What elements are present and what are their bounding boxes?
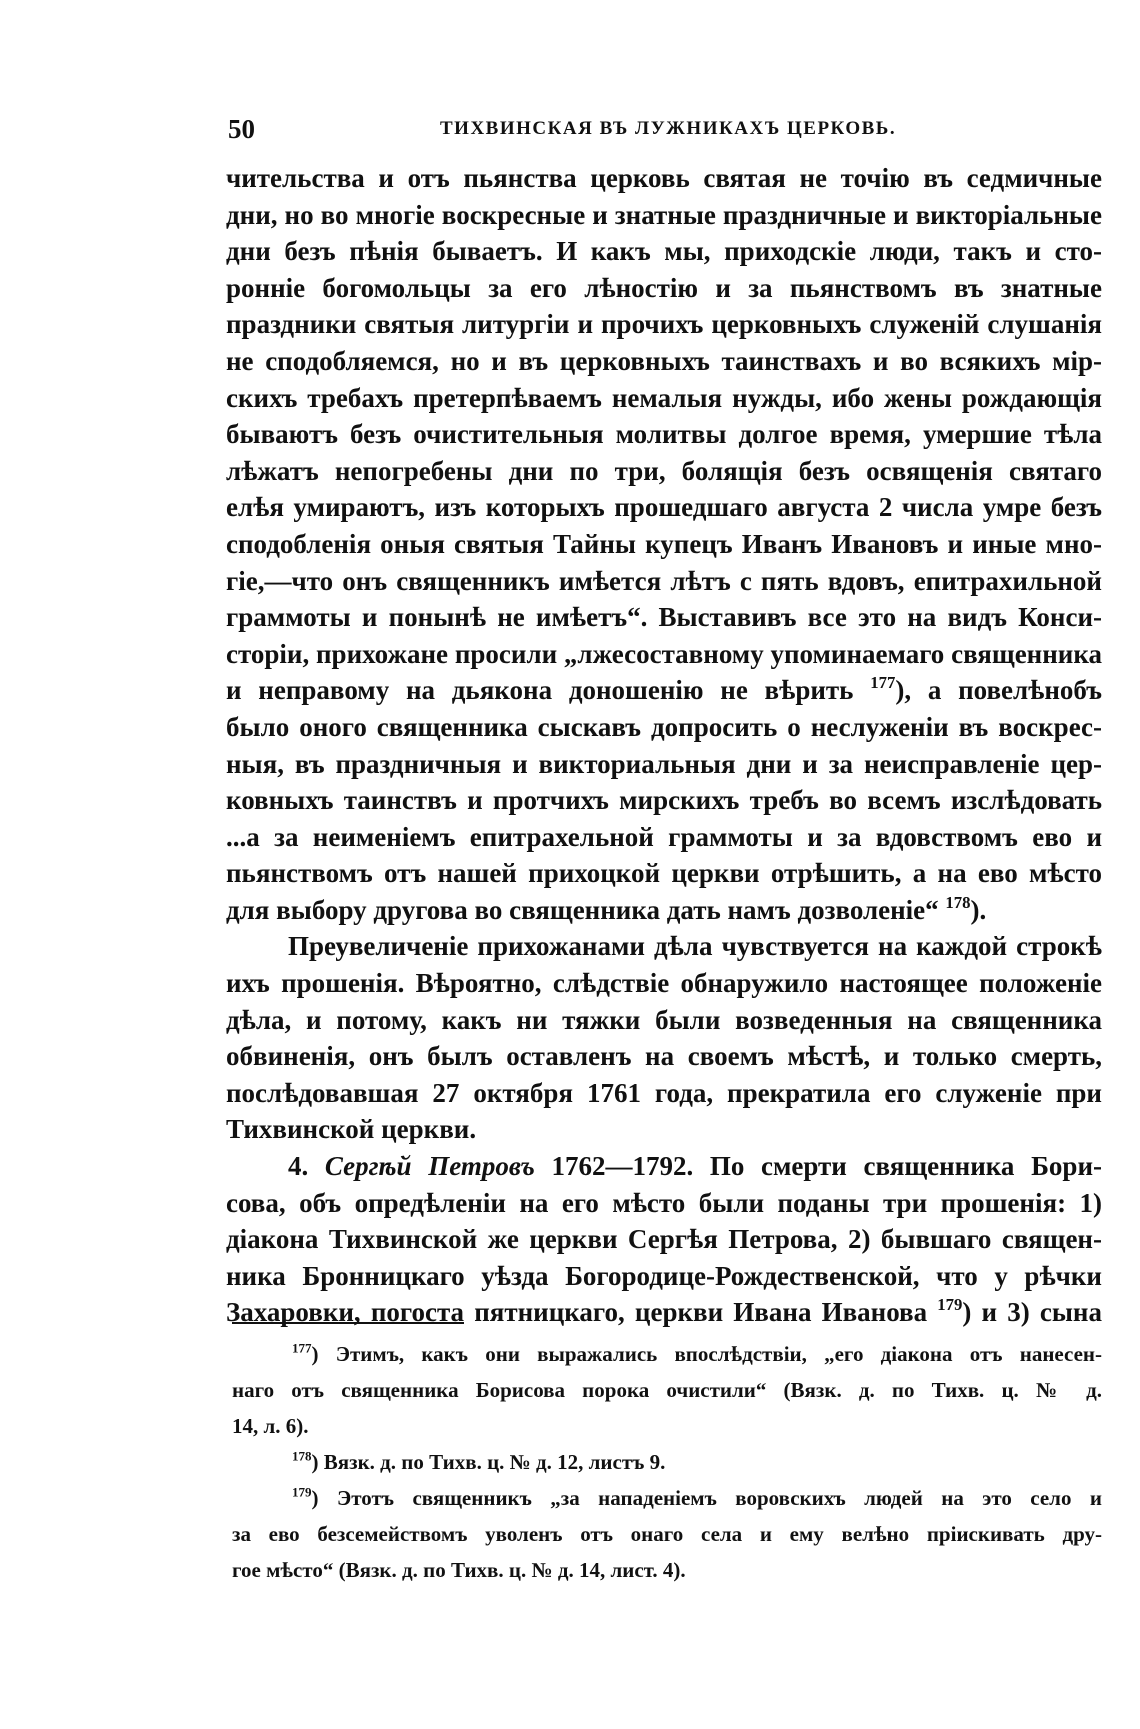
text-segment: ) Этимъ, какъ они выражались впослѣдствіи, „его діакона отъ нанесен-: [311, 1342, 1102, 1366]
footnotes: [232, 1336, 1102, 1588]
text-segment: для выбору другова во священника дать намъ дозволеніе“: [226, 894, 946, 925]
footnote-number: 178: [292, 1448, 312, 1464]
footnote-line: за ево безсемействомъ уволенъ отъ онаго села и ему велѣно пріискивать дру-: [232, 1522, 1102, 1546]
text-line: ковныхъ таинствъ и протчихъ мирскихъ требъ во всемъ изслѣдовать: [226, 785, 1102, 816]
text-line: граммоты и понынѣ не имѣетъ“. Выставивъ все это на видъ Конси-: [226, 602, 1102, 633]
text-segment: ) и 3) сына: [962, 1297, 1102, 1328]
footnote-178: [232, 1444, 1102, 1480]
text-line: сова, объ опредѣленіи на его мѣсто были поданы три прошенія: 1): [226, 1187, 1102, 1218]
text-segment: ) Этотъ священникъ „за нападеніемъ воровскихъ людей на это село и: [311, 1486, 1102, 1510]
footnote-number: 179: [292, 1484, 312, 1500]
footnote-ref-177[interactable]: 177: [870, 673, 896, 693]
text-segment: ), а повелѣнобъ: [895, 675, 1103, 706]
text-segment: и неправому на дьякона доношенію не вѣрить: [226, 675, 871, 706]
text-line: было оного священника сыскавъ допросить о неслуженіи въ воскрес-: [226, 711, 1102, 742]
footnote-177: [232, 1336, 1102, 1372]
footnote-line: наго отъ священника Борисова порока очистили“ (Вязк. д. по Тихв. ц. № д.: [232, 1378, 1102, 1402]
text-line: чительства и отъ пьянства церковь святая не точію въ седмичные: [226, 163, 1102, 193]
text-line: ...а за неименіемъ епитрахельной граммоты и за вдовствомъ ево и: [226, 821, 1102, 852]
text-line: скихъ требахъ претерпѣваемъ немалыя нужды, ибо жены рождающія: [226, 382, 1102, 413]
text-line: [226, 892, 1102, 929]
text-line: [226, 672, 1102, 709]
footnote-179: [232, 1480, 1102, 1516]
footnote-number: 177: [292, 1340, 312, 1356]
footnote-line: гое мѣсто“ (Вязк. д. по Тихв. ц. № д. 14, лист. 4).: [232, 1558, 686, 1582]
person-name: Сергѣй Петровъ: [324, 1151, 535, 1182]
text-line: ронніе богомольцы за его лѣностію и за пьянствомъ въ знатные: [226, 272, 1102, 303]
text-line: діакона Тихвинской же церкви Сергѣя Петрова, 2) бывшаго священ-: [226, 1224, 1102, 1255]
text-line: обвиненія, онъ былъ оставленъ на своемъ мѣстѣ, и только смерть,: [226, 1041, 1102, 1072]
text-line: дни безъ пѣнія бываетъ. И какъ мы, приходскіе люди, такъ и сто-: [226, 236, 1102, 267]
text-line: сподобленія оныя святыя Тайны купецъ Иванъ Ивановъ и иные мно-: [226, 528, 1102, 559]
footnote-line: 14, л. 6).: [232, 1414, 309, 1438]
text-line: [226, 1148, 1102, 1185]
text-line: лѣжатъ непогребены дни по три, болящія безъ освященія святаго: [226, 455, 1102, 486]
text-line: ныя, въ праздничныя и викториальныя дни и за неисправленіе цер-: [226, 748, 1102, 779]
text-segment: ).: [970, 894, 987, 925]
text-line: праздники святыя литургіи и прочихъ церковныхъ служеній слушанія: [226, 309, 1102, 340]
text-segment: 1762—1792. По смерти священника Бори-: [534, 1151, 1102, 1182]
text-line: Преувеличеніе прихожанами дѣла чувствуется на каждой строкѣ: [288, 931, 1102, 962]
text-line: сторіи, прихожане просили „лжесоставному упоминаемаго священника: [226, 638, 1102, 669]
main-text: [226, 160, 1102, 1331]
footnote-divider: [232, 1322, 464, 1324]
footnote-ref-179[interactable]: 179: [937, 1295, 963, 1315]
running-title: ТИХВИНСКАЯ ВЪ ЛУЖНИКАХЪ ЦЕРКОВЬ.: [440, 118, 897, 139]
text-line: [226, 1294, 1102, 1331]
text-line: послѣдовавшая 27 октября 1761 года, прекратила его служеніе при: [226, 1077, 1102, 1108]
text-line: бываютъ безъ очистительныя молитвы долгое время, умершие тѣла: [226, 419, 1102, 450]
footnote-ref-178[interactable]: 178: [945, 893, 971, 912]
text-line: Тихвинской церкви.: [226, 1114, 477, 1145]
text-line: не сподобляемся, но и въ церковныхъ таинствахъ и во всякихъ мір-: [226, 345, 1102, 376]
text-line: гіе,—что онъ священникъ имѣется лѣтъ с пять вдовъ, епитрахильной: [226, 565, 1102, 596]
text-line: дѣла, и потому, какъ ни тяжки были возведенныя на священника: [226, 1004, 1102, 1035]
page-number: 50: [228, 114, 255, 144]
text-segment: 4.: [288, 1151, 325, 1182]
text-line: елѣя умираютъ, изъ которыхъ прошедшаго августа 2 числа умре безъ: [226, 492, 1102, 523]
text-line: ника Бронницкаго уѣзда Богородице-Рождественской, что у рѣчки: [226, 1260, 1102, 1291]
text-segment: ) Вязк. д. по Тихв. ц. № д. 12, листъ 9.: [311, 1450, 666, 1474]
text-line: пьянствомъ отъ нашей прихоцкой церкви отрѣшить, а на ево мѣсто: [226, 858, 1102, 889]
text-line: дни, но во многіе воскресные и знатные праздничные и викторіальные: [226, 199, 1102, 230]
text-line: ихъ прошенія. Вѣроятно, слѣдствіе обнаружило настоящее положеніе: [226, 968, 1102, 999]
text-segment: Захаровки, погоста пятницкаго, церкви Ивана Иванова: [226, 1297, 938, 1328]
